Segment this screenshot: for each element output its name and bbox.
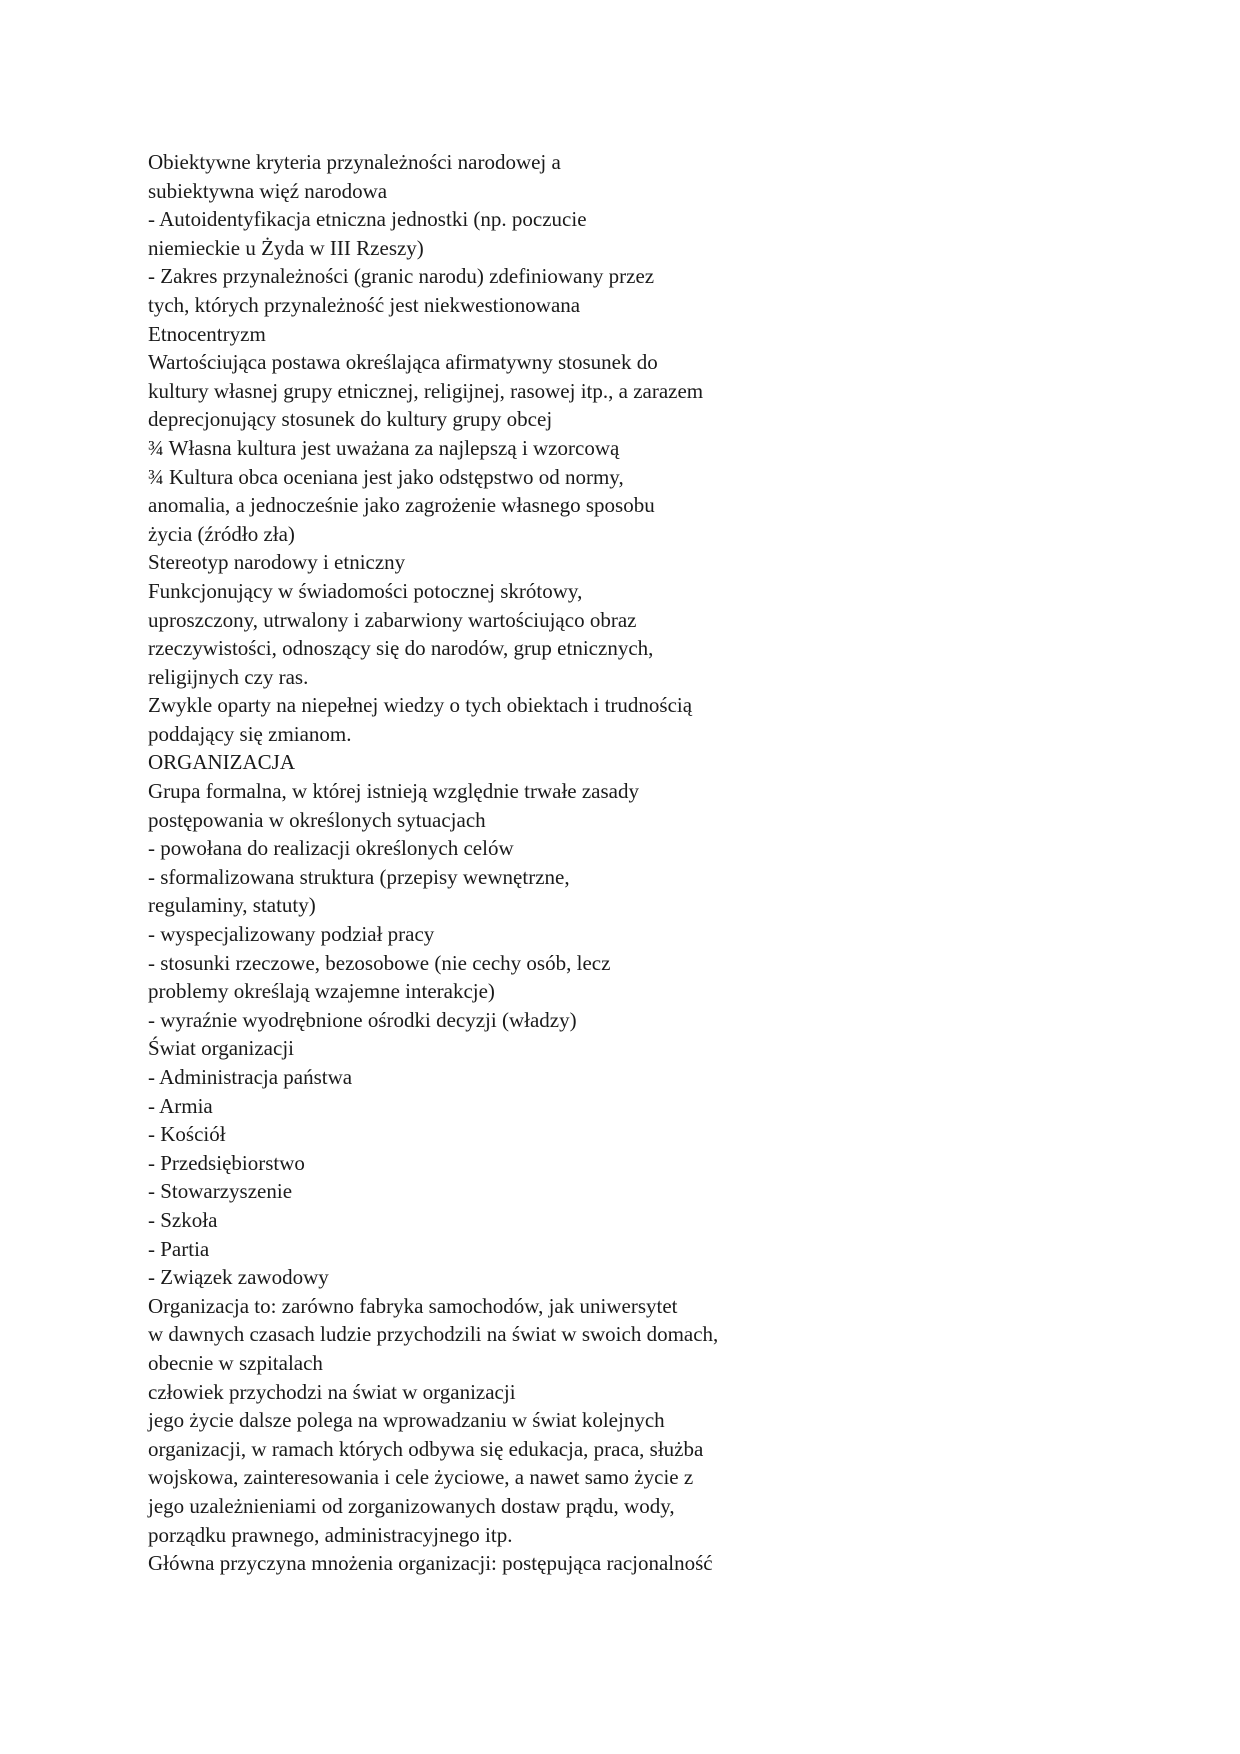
text-line: - Związek zawodowy [148,1265,329,1290]
text-line: - Przedsiębiorstwo [148,1150,305,1175]
text-line: - stosunki rzeczowe, bezosobowe (nie cechy osób, lecz [148,950,611,975]
text-line: Funkcjonujący w świadomości potocznej skrótowy, [148,578,583,603]
text-line: regulaminy, statuty) [148,893,316,918]
text-line: Wartościująca postawa określająca afirmatywny stosunek do [148,350,658,375]
text-line: Główna przyczyna mnożenia organizacji: postępująca racjonalność [148,1551,713,1576]
text-line: - wyspecjalizowany podział pracy [148,922,435,947]
text-line: - wyraźnie wyodrębnione ośrodki decyzji (władzy) [148,1007,577,1032]
text-line: Świat organizacji [148,1036,294,1061]
text-line: Organizacja to: zarówno fabryka samochodów, jak uniwersytet [148,1293,678,1318]
text-line: subiektywna więź narodowa [148,178,388,203]
text-line: organizacji, w ramach których odbywa się edukacja, praca, służba [148,1436,704,1461]
text-line: anomalia, a jednocześnie jako zagrożenie własnego sposobu [148,493,655,518]
text-line: - Kościół [148,1122,226,1147]
text-line: postępowania w określonych sytuacjach [148,807,486,832]
text-line: problemy określają wzajemne interakcje) [148,979,495,1004]
text-line: jego uzależnieniami od zorganizowanych dostaw prądu, wody, [148,1493,675,1518]
text-line: uproszczony, utrwalony i zabarwiony wartościująco obraz [148,607,637,632]
text-line: - Armia [148,1093,213,1118]
text-line: ¾ Kultura obca oceniana jest jako odstępstwo od normy, [148,464,624,489]
text-line: - powołana do realizacji określonych celów [148,836,514,861]
text-line: w dawnych czasach ludzie przychodzili na świat w swoich domach, [148,1322,719,1347]
text-line: tych, których przynależność jest niekwestionowana [148,292,581,317]
text-line: niemieckie u Żyda w III Rzeszy) [148,235,424,260]
text-line: religijnych czy ras. [148,664,309,689]
text-line: - Zakres przynależności (granic narodu) zdefiniowany przez [148,264,655,289]
text-line: deprecjonujący stosunek do kultury grupy obcej [148,407,553,432]
text-line: - Administracja państwa [148,1065,353,1089]
text-line: Stereotyp narodowy i etniczny [148,550,406,575]
text-line: Zwykle oparty na niepełnej wiedzy o tych obiektach i trudnością [148,693,693,718]
text-line: życia (źródło zła) [148,521,295,546]
text-line: kultury własnej grupy etnicznej, religijnej, rasowej itp., a zarazem [148,378,704,403]
text-line: rzeczywistości, odnoszący się do narodów, grup etnicznych, [148,636,654,661]
text-line: - Autoidentyfikacja etniczna jednostki (np. poczucie [148,207,587,232]
text-line: Etnocentryzm [148,321,266,346]
text-line: wojskowa, zainteresowania i cele życiowe, a nawet samo życie z [148,1465,694,1490]
document-text [148,148,1148,1578]
text-line: - sformalizowana struktura (przepisy wewnętrzne, [148,864,570,889]
text-line: - Partia [148,1236,210,1261]
text-line: Grupa formalna, w której istnieją względnie trwałe zasady [148,779,639,804]
text-line: jego życie dalsze polega na wprowadzaniu w świat kolejnych [148,1408,665,1433]
text-line: Obiektywne kryteria przynależności narodowej a [148,150,561,174]
text-line: - Stowarzyszenie [148,1179,293,1204]
text-line: ORGANIZACJA [148,750,295,775]
text-line: ¾ Własna kultura jest uważana za najlepszą i wzorcową [148,435,620,460]
text-line: - Szkoła [148,1207,218,1232]
text-line: poddający się zmianom. [148,721,352,746]
text-line: porządku prawnego, administracyjnego itp. [148,1522,513,1547]
text-line: człowiek przychodzi na świat w organizacji [148,1379,516,1404]
text-line: obecnie w szpitalach [148,1350,323,1375]
